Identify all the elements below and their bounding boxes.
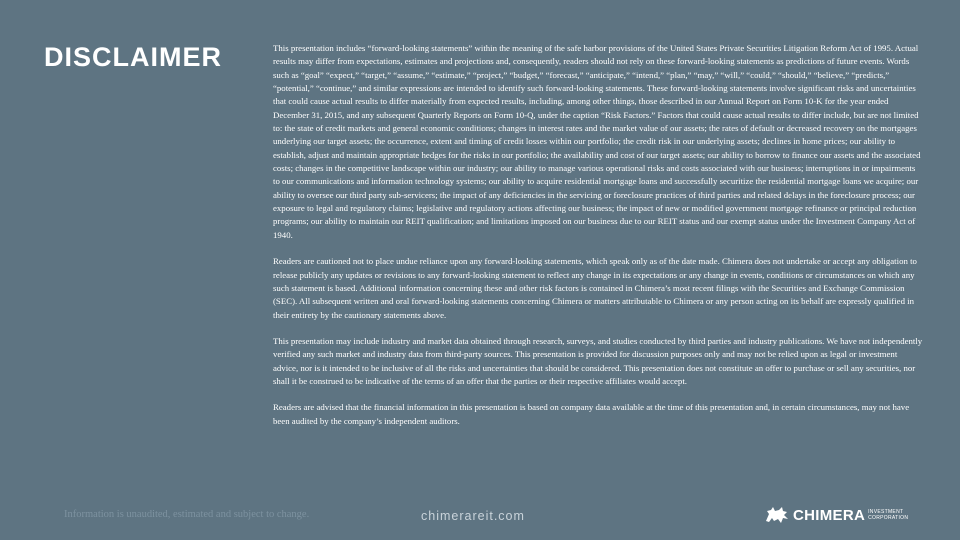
chimera-creature-icon [764,505,790,525]
disclaimer-body [273,42,923,441]
logo-sub-line2: CORPORATION [868,515,909,521]
disclaimer-paragraph-forward-looking: This presentation includes “forward-looking statements” within the meaning of the safe harbor provisions of the United States Private Securities Litigation Reform Act of 1995. Actual results may differ from expectations, estimates and projections and, consequently, readers should not rely on these forward-looking statements as predictions of future events. Words such as “goal” “expect,” “target,” “assume,” “estimate,” “project,” “budget,” “forecast,” “anticipate,” “intend,” “plan,” “may,” “will,” “could,” “should,” “believe,” “predicts,” “potential,” “continue,” and similar expressions are intended to identify such forward-looking statements. These forward-looking statements involve significant risks and uncertainties that could cause actual results to differ materially from expected results, including, among other things, those described in our Annual Report on Form 10-K for the year ended December 31, 2015, and any subsequent Quarterly Reports on Form 10-Q, under the caption “Risk Factors.” Factors that could cause actual results to differ include, but are not limited to: the state of credit markets and general economic conditions; changes in interest rates and the market value of our assets; the rates of default or decreased recovery on the mortgages underlying our target assets; the occurrence, extent and timing of credit losses within our portfolio; the credit risk in our underlying assets; declines in home prices; our ability to establish, adjust and maintain appropriate hedges for the risks in our portfolio; the availability and cost of our target assets; our ability to borrow to finance our assets and the associated costs; changes in the competitive landscape within our industry; our ability to manage various operational risks and costs associated with our business; interruptions in or impairments to our communications and information technology systems; our ability to acquire residential mortgage loans and successfully securitize the residential mortgage loans we acquire; our ability to oversee our third party sub-servicers; the impact of any deficiencies in the servicing or foreclosure practices of third parties and related delays in the foreclosure process; our exposure to legal and regulatory claims; legislative and regulatory actions affecting our business; the impact of new or modified government mortgage refinance or principal reduction programs; our ability to maintain our REIT qualification; and limitations imposed on our business due to our REIT status and our exempt status under the Investment Company Act of 1940. [273,43,921,240]
logo-sub-line1: INVESTMENT [868,509,904,515]
page-title: DISCLAIMER [44,42,222,72]
logo-name: CHIMERA [793,506,866,524]
disclaimer-paragraph-market-data: This presentation may include industry and market data obtained through research, surveys, and studies conducted by third parties and industry publications. We have not independently verified any such market and industry data from third-party sources. This presentation is provided for discussion purposes only and may not be relied upon as legal or investment advice, nor is it intended to be inclusive of all the risks and uncertainties that should be considered. This presentation does not constitute an offer to purchase or sell any securities, nor shall it be construed to be indicative of the terms of an offer that the parties or their respective affiliates would accept. [273,335,923,386]
disclaimer-paragraph-reliance: Readers are cautioned not to place undue reliance upon any forward-looking statements, which speak only as of the date made. Chimera does not undertake or accept any obligation to release publicly any updates or revisions to any forward-looking statement to reflect any change in its expectations or any change in events, conditions or circumstances on which any such statement is based. Additional information concerning these and other risk factors is contained in Chimera’s most recent filings with the Securities and Exchange Commission (SEC). All subsequent written and oral forward-looking statements concerning Chimera or matters attributable to Chimera or any person acting on its behalf are expressly qualified in their entirety by the cautionary statements above. [273,256,917,320]
footer-note: Information is unaudited, estimated and subject to change. [64,509,310,520]
company-logo [764,505,908,525]
footer-website: chimerareit.com [421,509,525,523]
logo-subtitle [865,509,908,521]
disclaimer-paragraph-financial-info: Readers are advised that the financial information in this presentation is based on company data available at the time of this presentation and, in certain circumstances, may not have been audited by the company’s independent auditors. [273,402,910,426]
